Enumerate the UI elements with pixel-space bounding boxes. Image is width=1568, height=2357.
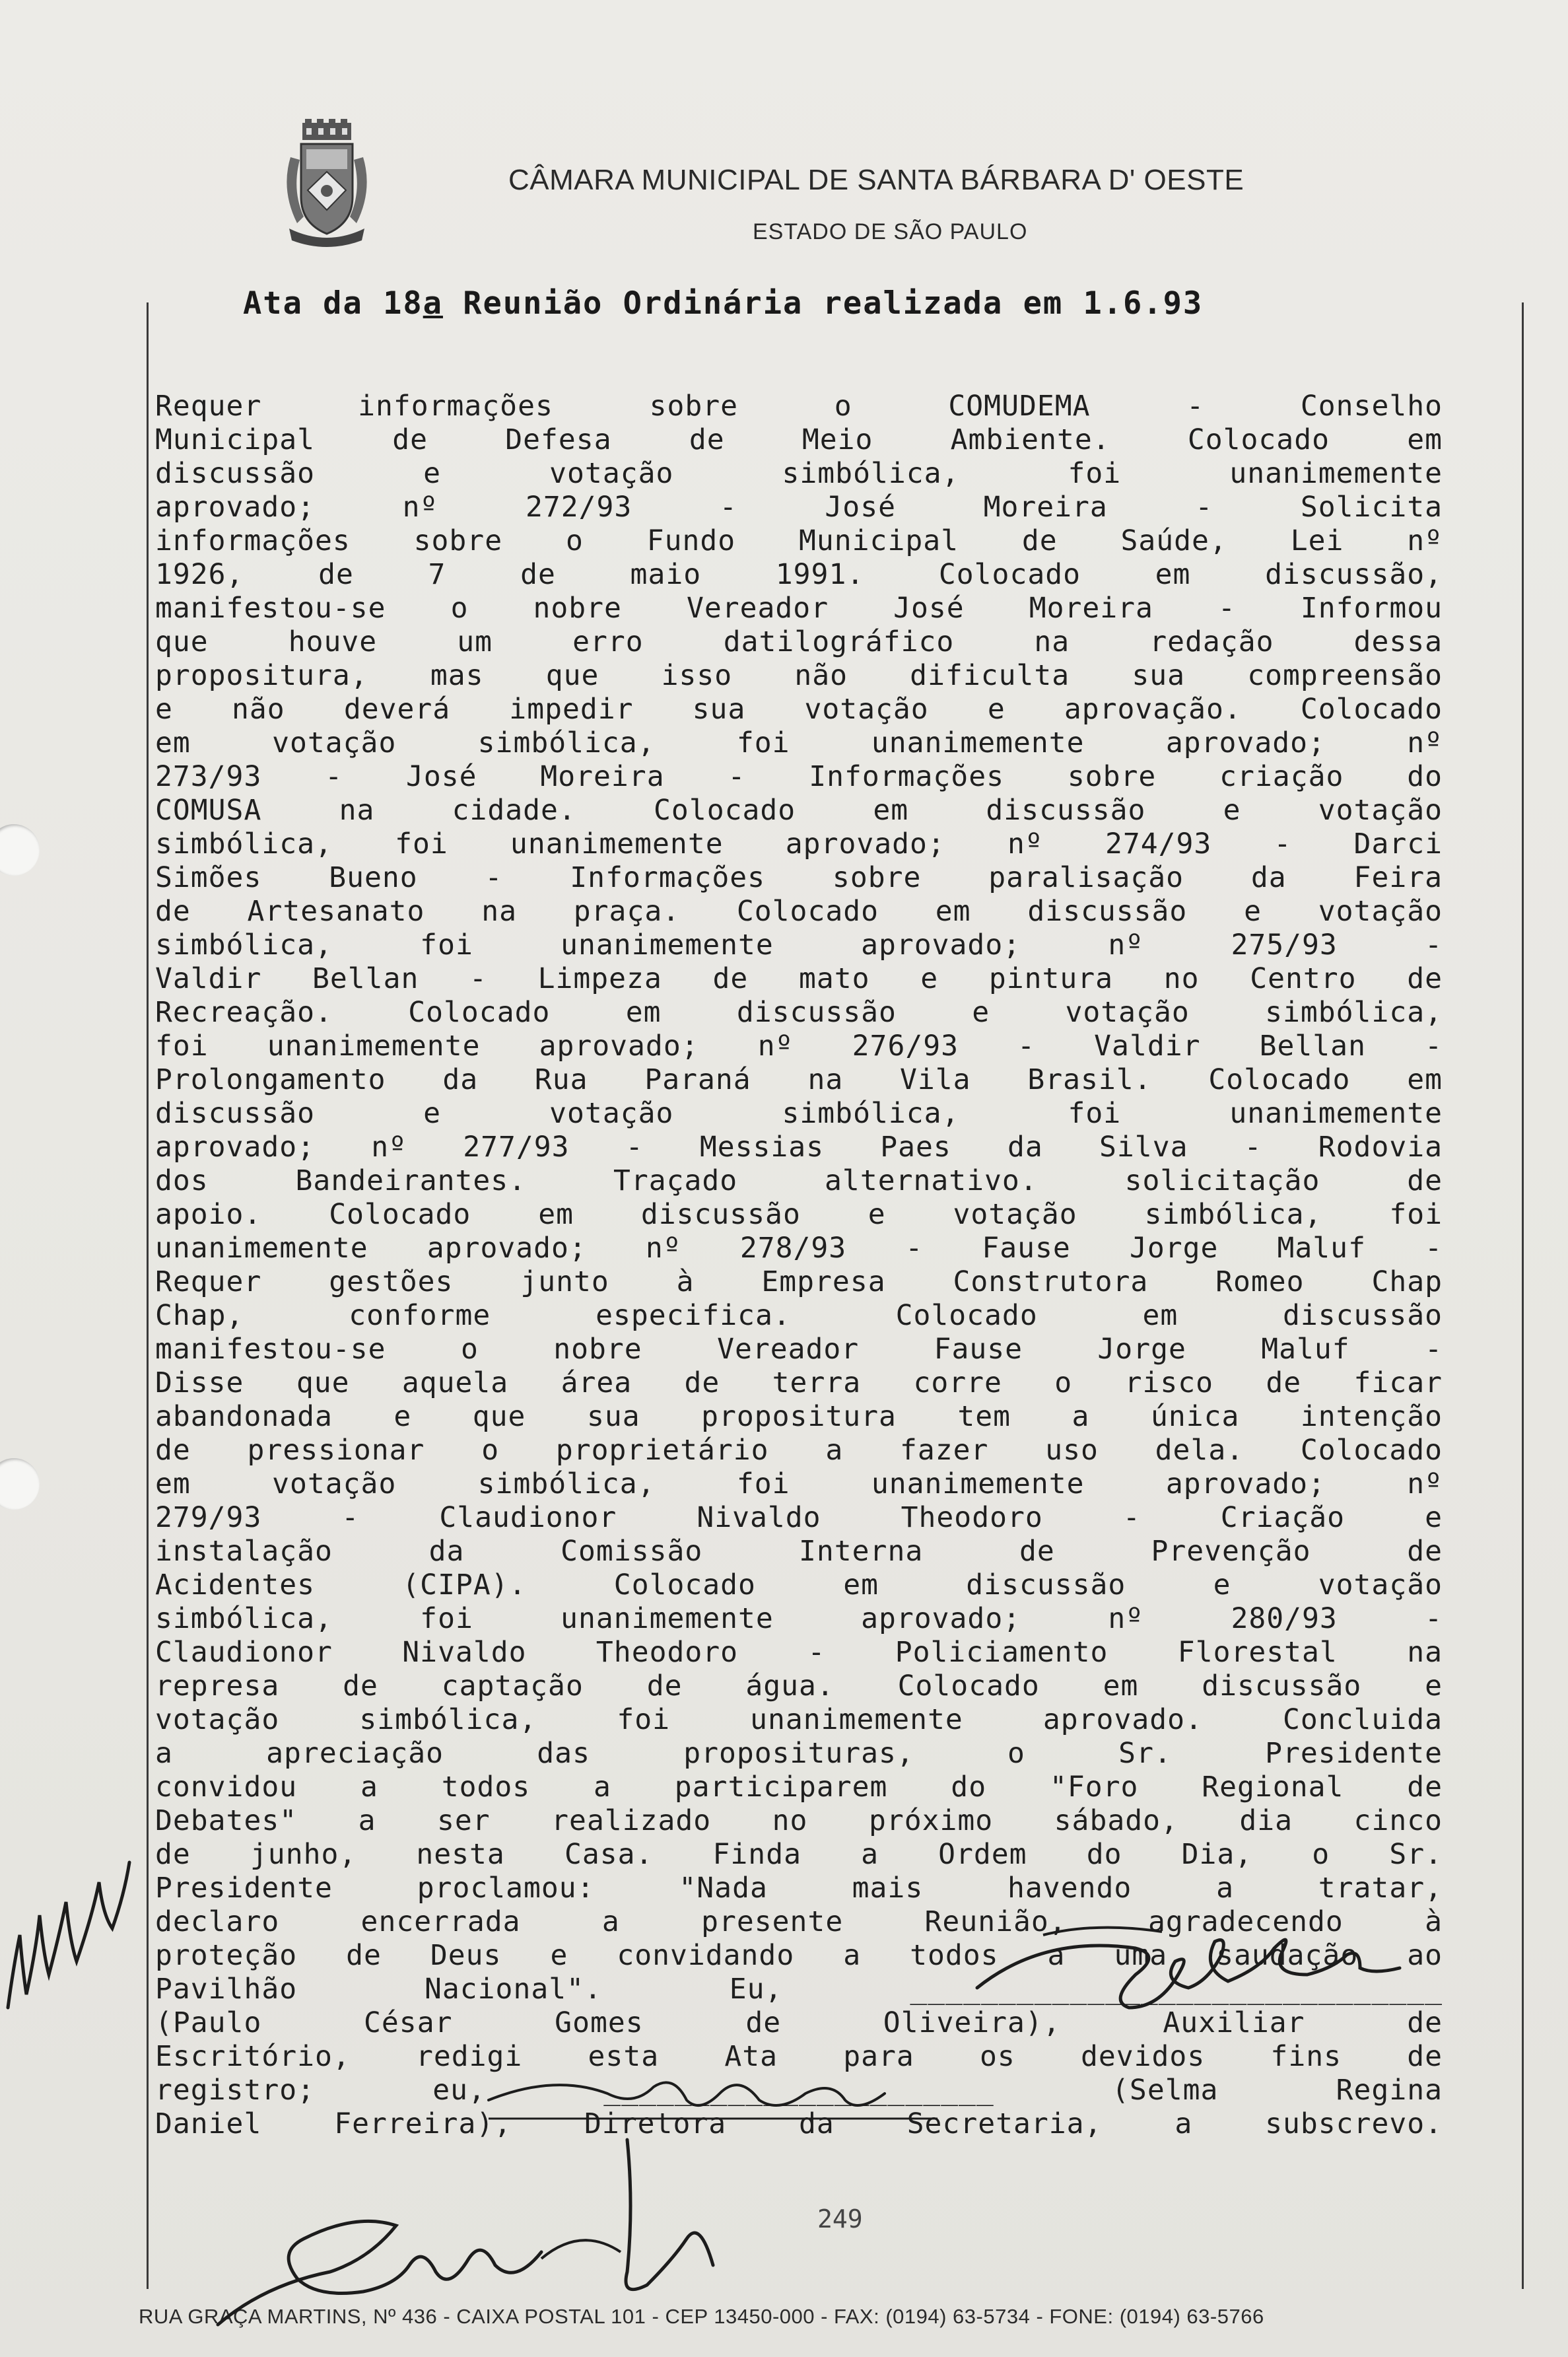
text-line: Recreação. Colocado em discussão e votação simbólica, — [155, 996, 1443, 1029]
text-line: em votação simbólica, foi unanimemente aprovado; nº — [155, 726, 1443, 759]
text-line: represa de captação de água. Colocado em discussão e — [155, 1670, 1443, 1703]
text-line: de pressionar o proprietário a fazer uso dela. Colocado — [155, 1434, 1443, 1467]
text-line: Daniel Ferreira), Diretora da Secretaria, a subscrevo. — [155, 2107, 1443, 2140]
document-title — [243, 285, 1203, 322]
text-line: manifestou-se o nobre Vereador José Moreira - Informou — [155, 592, 1443, 625]
text-line: propositura, mas que isso não dificulta sua compreensão — [155, 659, 1443, 692]
text-line: de junho, nesta Casa. Finda a Ordem do Dia, o Sr. — [155, 1838, 1443, 1871]
text-line: foi unanimemente aprovado; nº 276/93 - Valdir Bellan - — [155, 1030, 1443, 1063]
text-line: abandonada e que sua propositura tem a única intenção — [155, 1400, 1443, 1433]
text-line: Acidentes (CIPA). Colocado em discussão e votação — [155, 1568, 1443, 1601]
title-ordinal: a — [423, 285, 443, 322]
text-line: de Artesanato na praça. Colocado em discussão e votação — [155, 895, 1443, 928]
institution-name: CÂMARA MUNICIPAL DE SANTA BÁRBARA D' OESTE — [508, 164, 1244, 196]
binder-hole-top — [0, 824, 40, 876]
text-line: unanimemente aprovado; nº 278/93 - Fause Jorge Maluf - — [155, 1232, 1443, 1265]
text-line: Requer informações sobre o COMUDEMA - Conselho — [155, 390, 1443, 423]
text-line: informações sobre o Fundo Municipal de Saúde, Lei nº — [155, 524, 1443, 557]
title-prefix: Ata da 18 — [243, 285, 423, 322]
text-line: simbólica, foi unanimemente aprovado; nº 274/93 - Darci — [155, 827, 1443, 861]
text-line: em votação simbólica, foi unanimemente aprovado; nº — [155, 1467, 1443, 1500]
text-line: discussão e votação simbólica, foi unanimemente — [155, 457, 1443, 490]
text-line: apoio. Colocado em discussão e votação simbólica, foi — [155, 1198, 1443, 1231]
text-line: COMUSA na cidade. Colocado em discussão e votação — [155, 794, 1443, 827]
margin-initials-signature — [0, 1810, 152, 2021]
page-number: 249 — [817, 2204, 863, 2234]
text-line: aprovado; nº 272/93 - José Moreira - Solicita — [155, 491, 1443, 524]
text-line: registro; eu, ______________________ (Selma Regina — [155, 2074, 1443, 2107]
footer-address: RUA GRAÇA MARTINS, Nº 436 - CAIXA POSTAL 101 - CEP 13450-000 - FAX: (0194) 63-5734 - FONE: (0194) 63-5766 — [139, 2305, 1264, 2328]
binder-hole-bottom — [0, 1458, 40, 1510]
text-line: que houve um erro datilográfico na redação dessa — [155, 625, 1443, 658]
text-line: convidou a todos a participarem do "Foro Regional de — [155, 1771, 1443, 1804]
text-line: Prolongamento da Rua Paraná na Vila Brasil. Colocado em — [155, 1063, 1443, 1096]
text-line: a apreciação das proposituras, o Sr. Presidente — [155, 1737, 1443, 1770]
title-suffix: Reunião Ordinária realizada em 1.6.93 — [442, 285, 1204, 322]
text-line: 273/93 - José Moreira - Informações sobre criação do — [155, 760, 1443, 793]
text-line: Municipal de Defesa de Meio Ambiente. Colocado em — [155, 423, 1443, 456]
text-line: e não deverá impedir sua votação e aprovação. Colocado — [155, 693, 1443, 726]
text-line: Requer gestões junto à Empresa Construtora Romeo Chap — [155, 1265, 1443, 1298]
state-name: ESTADO DE SÃO PAULO — [753, 219, 1028, 244]
text-line: votação simbólica, foi unanimemente aprovado. Concluida — [155, 1703, 1443, 1736]
text-line: Claudionor Nivaldo Theodoro - Policiamento Florestal na — [155, 1636, 1443, 1669]
coat-of-arms-icon — [277, 118, 376, 250]
right-margin-line — [1522, 302, 1524, 2289]
text-line: Valdir Bellan - Limpeza de mato e pintura no Centro de — [155, 962, 1443, 995]
text-line: Debates" a ser realizado no próximo sábado, dia cinco — [155, 1804, 1443, 1837]
text-line: Pavilhão Nacional". Eu, ______________________________ — [155, 1973, 1443, 2006]
text-line: 1926, de 7 de maio 1991. Colocado em discussão, — [155, 558, 1443, 591]
text-line: instalação da Comissão Interna de Prevenção de — [155, 1535, 1443, 1568]
text-line: Chap, conforme especifica. Colocado em discussão — [155, 1299, 1443, 1332]
text-line: aprovado; nº 277/93 - Messias Paes da Silva - Rodovia — [155, 1131, 1443, 1164]
text-line: simbólica, foi unanimemente aprovado; nº 280/93 - — [155, 1602, 1443, 1635]
text-line: simbólica, foi unanimemente aprovado; nº 275/93 - — [155, 929, 1443, 962]
text-line: discussão e votação simbólica, foi unanimemente — [155, 1097, 1443, 1130]
text-line: declaro encerrada a presente Reunião, agradecendo à — [155, 1905, 1443, 1938]
text-line: dos Bandeirantes. Traçado alternativo. solicitação de — [155, 1164, 1443, 1197]
text-line: Disse que aquela área de terra corre o risco de ficar — [155, 1366, 1443, 1399]
text-line: Presidente proclamou: "Nada mais havendo a tratar, — [155, 1872, 1443, 1905]
text-line: manifestou-se o nobre Vereador Fause Jorge Maluf - — [155, 1333, 1443, 1366]
text-line: proteção de Deus e convidando a todos a uma saudação ao — [155, 1939, 1443, 1972]
text-line: (Paulo César Gomes de Oliveira), Auxiliar de — [155, 2006, 1443, 2039]
text-line: Escritório, redigi esta Ata para os devidos fins de — [155, 2040, 1443, 2073]
text-line: 279/93 - Claudionor Nivaldo Theodoro - Criação e — [155, 1501, 1443, 1534]
left-margin-line — [147, 302, 149, 2289]
text-line: Simões Bueno - Informações sobre paralisação da Feira — [155, 861, 1443, 894]
minutes-body — [155, 390, 1443, 2141]
